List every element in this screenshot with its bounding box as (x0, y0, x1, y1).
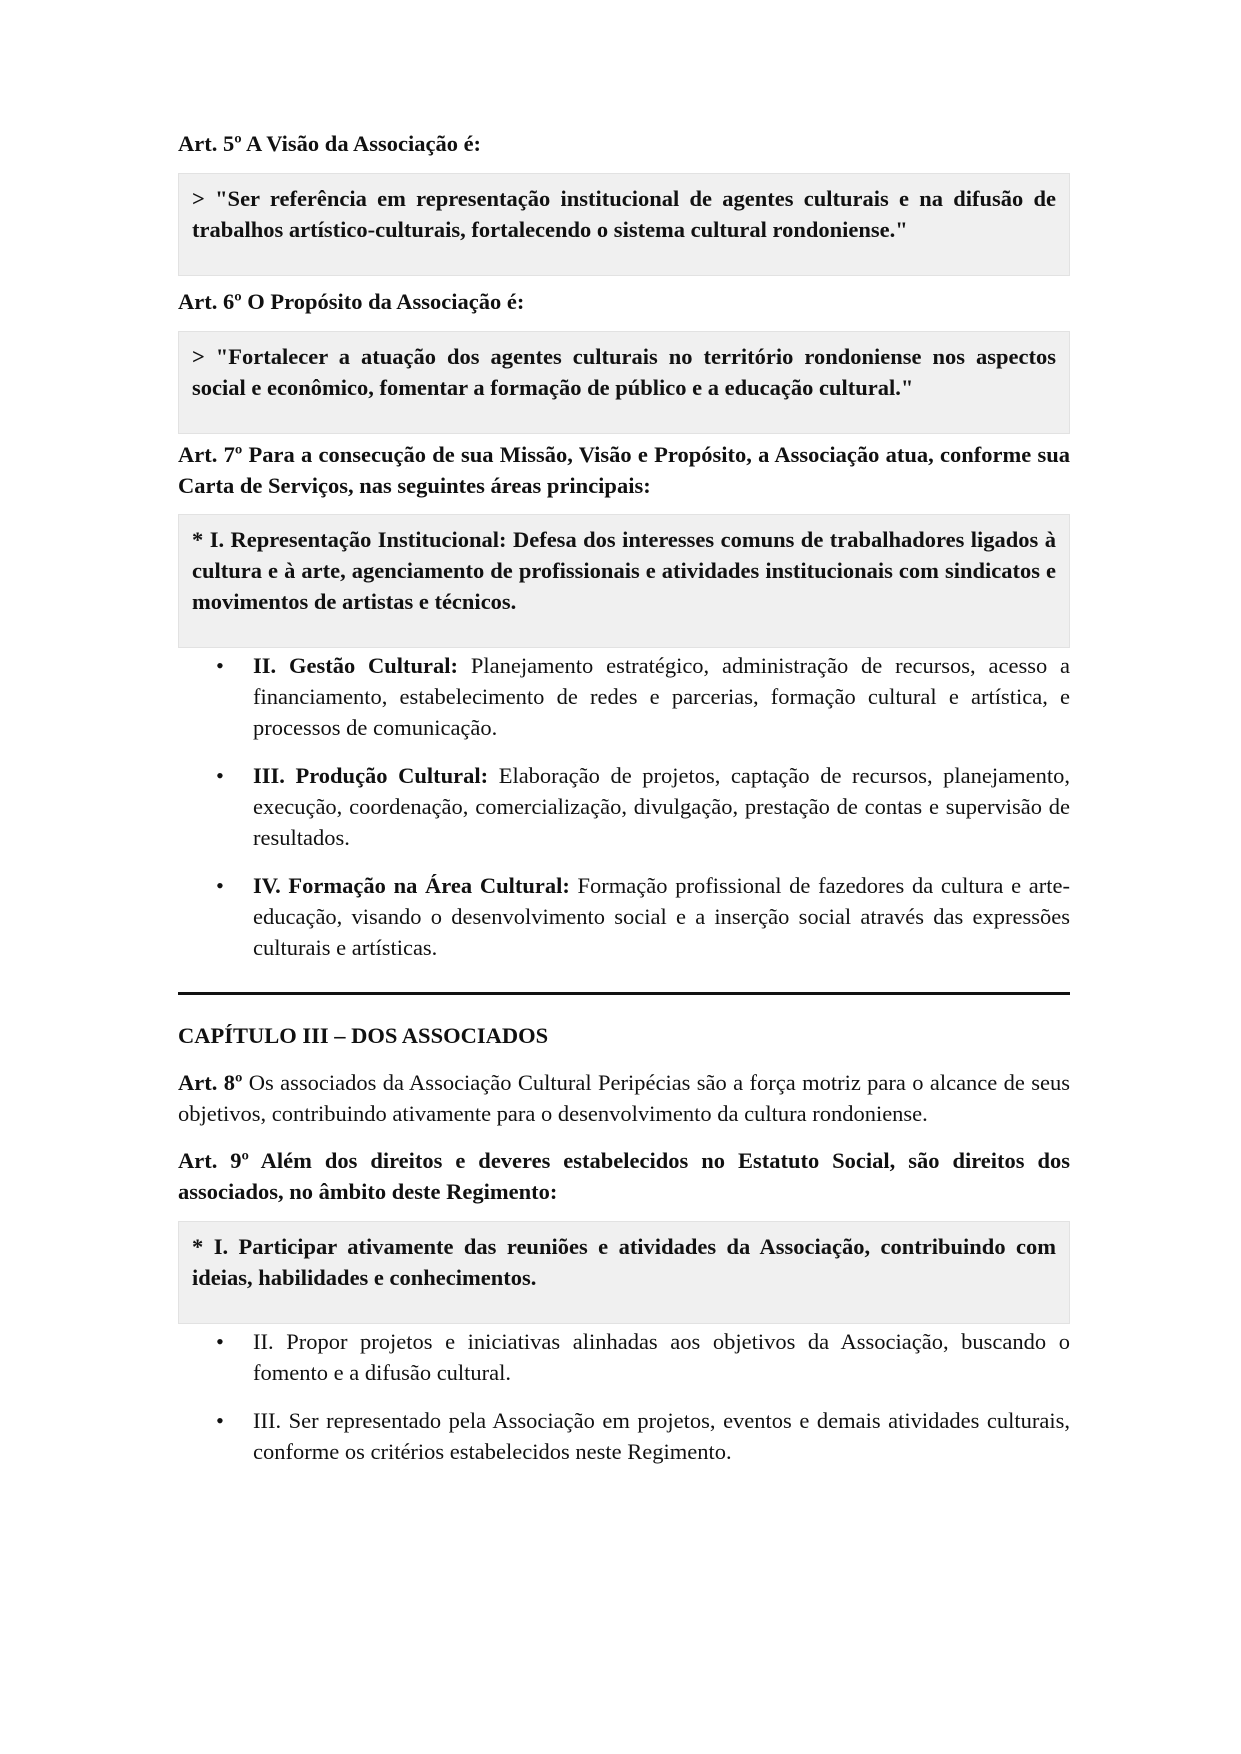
art8-paragraph (178, 1067, 1070, 1129)
item-text: Planejamento estratégico, administração de recursos, acesso a financiamento, estabelecimento de redes e parcerias, formação cultural e artística, e processos de comunicação. (253, 653, 1071, 740)
bullet-icon: • (216, 1329, 224, 1354)
art9-list (178, 1326, 1070, 1467)
item-text: III. Ser representado pela Associação em projetos, eventos e demais atividades culturais, conforme os critérios estabelecidos neste Regimento. (253, 1408, 1070, 1464)
art9-list-item (178, 1326, 1070, 1388)
art7-quote: * I. Representação Institucional: Defesa dos interesses comuns de trabalhadores ligados à cultura e à arte, agenciamento de profissionais e atividades institucionais com sindicatos e movimentos de artistas e técnicos. (178, 514, 1070, 648)
art9-list-item (178, 1405, 1070, 1467)
item-text: Formação profissional de fazedores da cultura e arte-educação, visando o desenvolvimento social e a inserção social através das expressões culturais e artísticas. (253, 873, 1070, 960)
art9-heading: Art. 9º Além dos direitos e deveres estabelecidos no Estatuto Social, são direitos dos associados, no âmbito deste Regimento: (178, 1148, 1070, 1204)
art8-text: Os associados da Associação Cultural Peripécias são a força motriz para o alcance de seus objetivos, contribuindo ativamente para o desenvolvimento da cultura rondoniense. (178, 1070, 1070, 1126)
art7-list-item (178, 760, 1070, 853)
bullet-icon: • (216, 873, 224, 898)
bullet-icon: • (216, 653, 224, 678)
art9-quote: * I. Participar ativamente das reuniões e atividades da Associação, contribuindo com ideias, habilidades e conhecimentos. (178, 1221, 1070, 1324)
art8-label: Art. 8º (178, 1070, 243, 1095)
art7-list (178, 650, 1070, 963)
art7-list-item (178, 650, 1070, 743)
document-page (178, 128, 1070, 1467)
bullet-icon: • (216, 763, 224, 788)
item-label: II. Gestão Cultural: (253, 653, 459, 678)
art7-heading: Art. 7º Para a consecução de sua Missão, Visão e Propósito, a Associação atua, conforme sua Carta de Serviços, nas seguintes áreas principais: (178, 442, 1070, 498)
art5-quote: > "Ser referência em representação institucional de agentes culturais e na difusão de trabalhos artístico-culturais, fortalecendo o sistema cultural rondoniense." (178, 173, 1070, 276)
chapter-title: CAPÍTULO III – DOS ASSOCIADOS (178, 1023, 549, 1048)
item-text: Elaboração de projetos, captação de recursos, planejamento, execução, coordenação, comercialização, divulgação, prestação de contas e supervisão de resultados. (253, 763, 1070, 850)
bullet-icon: • (216, 1408, 224, 1433)
art6-heading: Art. 6º O Propósito da Associação é: (178, 289, 525, 314)
art5-heading: Art. 5º A Visão da Associação é: (178, 131, 482, 156)
art6-quote: > "Fortalecer a atuação dos agentes culturais no território rondoniense nos aspectos social e econômico, fomentar a formação de público e a educação cultural." (178, 331, 1070, 434)
item-text: II. Propor projetos e iniciativas alinhadas aos objetivos da Associação, buscando o fomento e a difusão cultural. (253, 1329, 1070, 1385)
item-label: IV. Formação na Área Cultural: (253, 873, 570, 898)
item-label: III. Produção Cultural: (253, 763, 489, 788)
art7-list-item (178, 870, 1070, 963)
section-divider (178, 992, 1070, 995)
